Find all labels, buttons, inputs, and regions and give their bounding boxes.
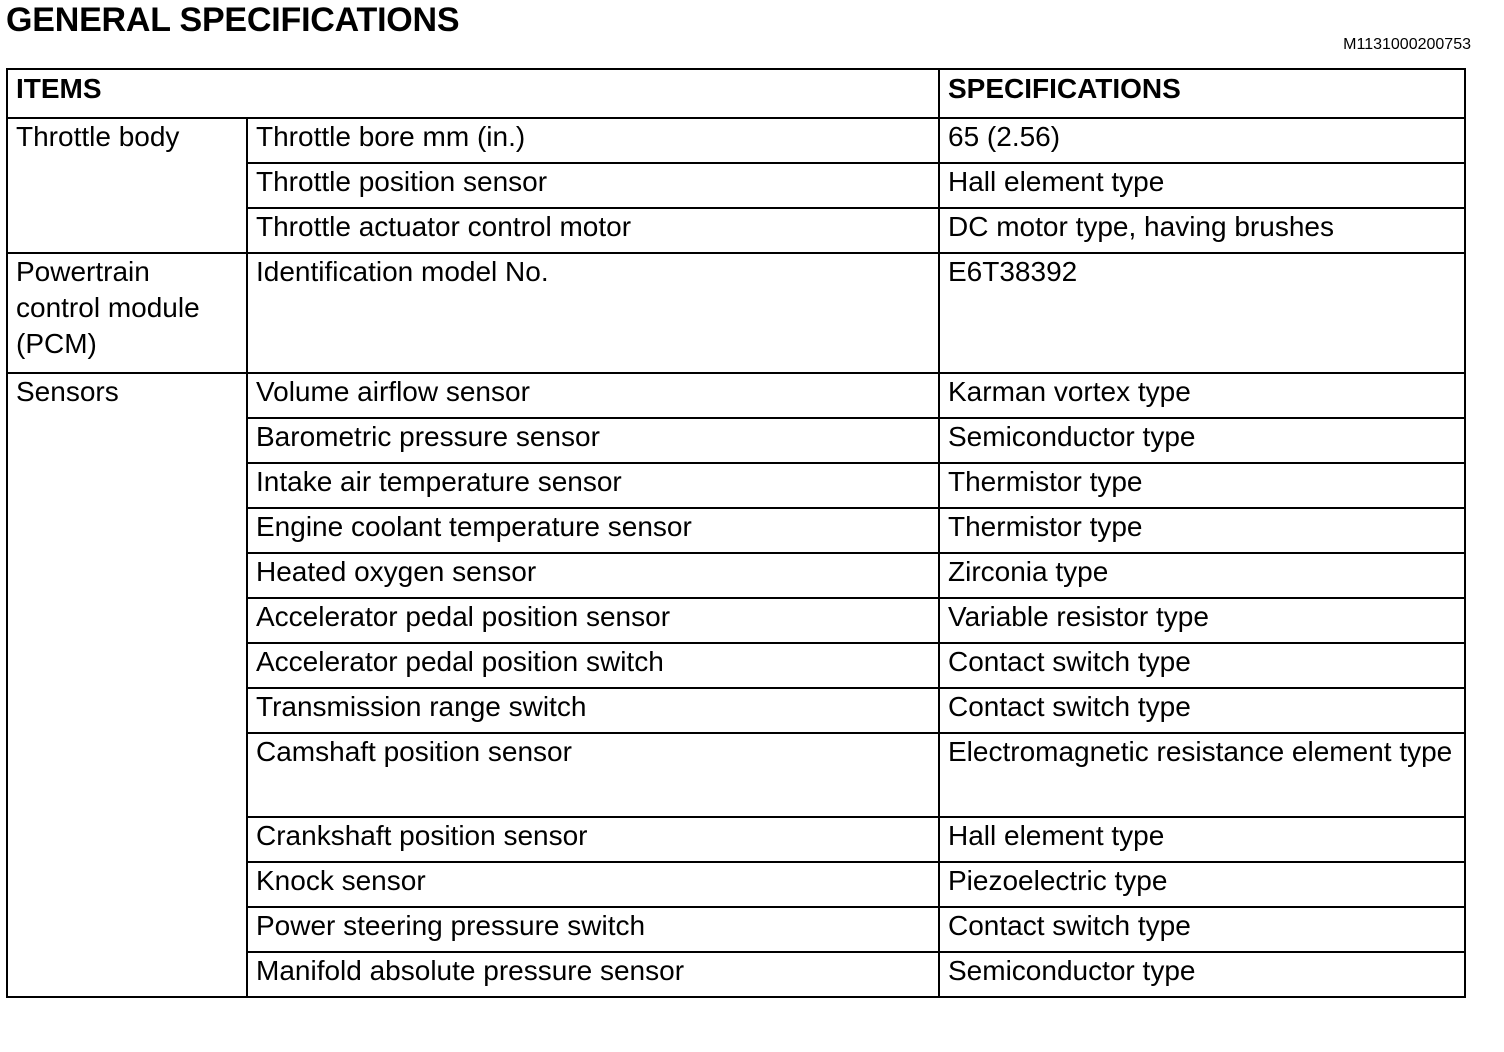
group-label-sensors: Sensors — [7, 373, 247, 997]
item-cell: Intake air temperature sensor — [247, 463, 939, 508]
page-title: GENERAL SPECIFICATIONS — [6, 1, 460, 39]
item-cell: Engine coolant temperature sensor — [247, 508, 939, 553]
spec-cell: Hall element type — [939, 163, 1465, 208]
spec-cell: DC motor type, having brushes — [939, 208, 1465, 253]
item-cell: Accelerator pedal position switch — [247, 643, 939, 688]
item-cell: Identification model No. — [247, 253, 939, 373]
item-cell: Throttle bore mm (in.) — [247, 118, 939, 163]
column-header-specifications: SPECIFICATIONS — [939, 69, 1465, 118]
item-cell: Transmission range switch — [247, 688, 939, 733]
column-header-items: ITEMS — [7, 69, 939, 118]
item-cell: Heated oxygen sensor — [247, 553, 939, 598]
item-cell: Volume airflow sensor — [247, 373, 939, 418]
spec-cell: Thermistor type — [939, 508, 1465, 553]
table-row — [7, 118, 1465, 163]
group-label-pcm: Powertrain control module (PCM) — [7, 253, 247, 373]
item-cell: Throttle position sensor — [247, 163, 939, 208]
item-cell: Accelerator pedal position sensor — [247, 598, 939, 643]
item-cell: Barometric pressure sensor — [247, 418, 939, 463]
item-cell: Crankshaft position sensor — [247, 817, 939, 862]
document-code: M1131000200753 — [1343, 36, 1471, 53]
spec-cell: Contact switch type — [939, 688, 1465, 733]
spec-cell: Piezoelectric type — [939, 862, 1465, 907]
spec-cell: Hall element type — [939, 817, 1465, 862]
spec-cell: Zirconia type — [939, 553, 1465, 598]
group-label-throttle-body: Throttle body — [7, 118, 247, 253]
specifications-table — [6, 68, 1466, 998]
item-cell: Throttle actuator control motor — [247, 208, 939, 253]
spec-cell: 65 (2.56) — [939, 118, 1465, 163]
spec-cell: Contact switch type — [939, 643, 1465, 688]
spec-cell: Thermistor type — [939, 463, 1465, 508]
spec-cell: Electromagnetic resistance element type — [939, 733, 1465, 817]
item-cell: Manifold absolute pressure sensor — [247, 952, 939, 997]
item-cell: Camshaft position sensor — [247, 733, 939, 817]
spec-cell: E6T38392 — [939, 253, 1465, 373]
spec-cell: Semiconductor type — [939, 952, 1465, 997]
item-cell: Knock sensor — [247, 862, 939, 907]
table-row — [7, 373, 1465, 418]
spec-cell: Karman vortex type — [939, 373, 1465, 418]
table-header-row — [7, 69, 1465, 118]
table-row — [7, 253, 1465, 373]
item-cell: Power steering pressure switch — [247, 907, 939, 952]
spec-cell: Semiconductor type — [939, 418, 1465, 463]
spec-cell: Contact switch type — [939, 907, 1465, 952]
spec-cell: Variable resistor type — [939, 598, 1465, 643]
